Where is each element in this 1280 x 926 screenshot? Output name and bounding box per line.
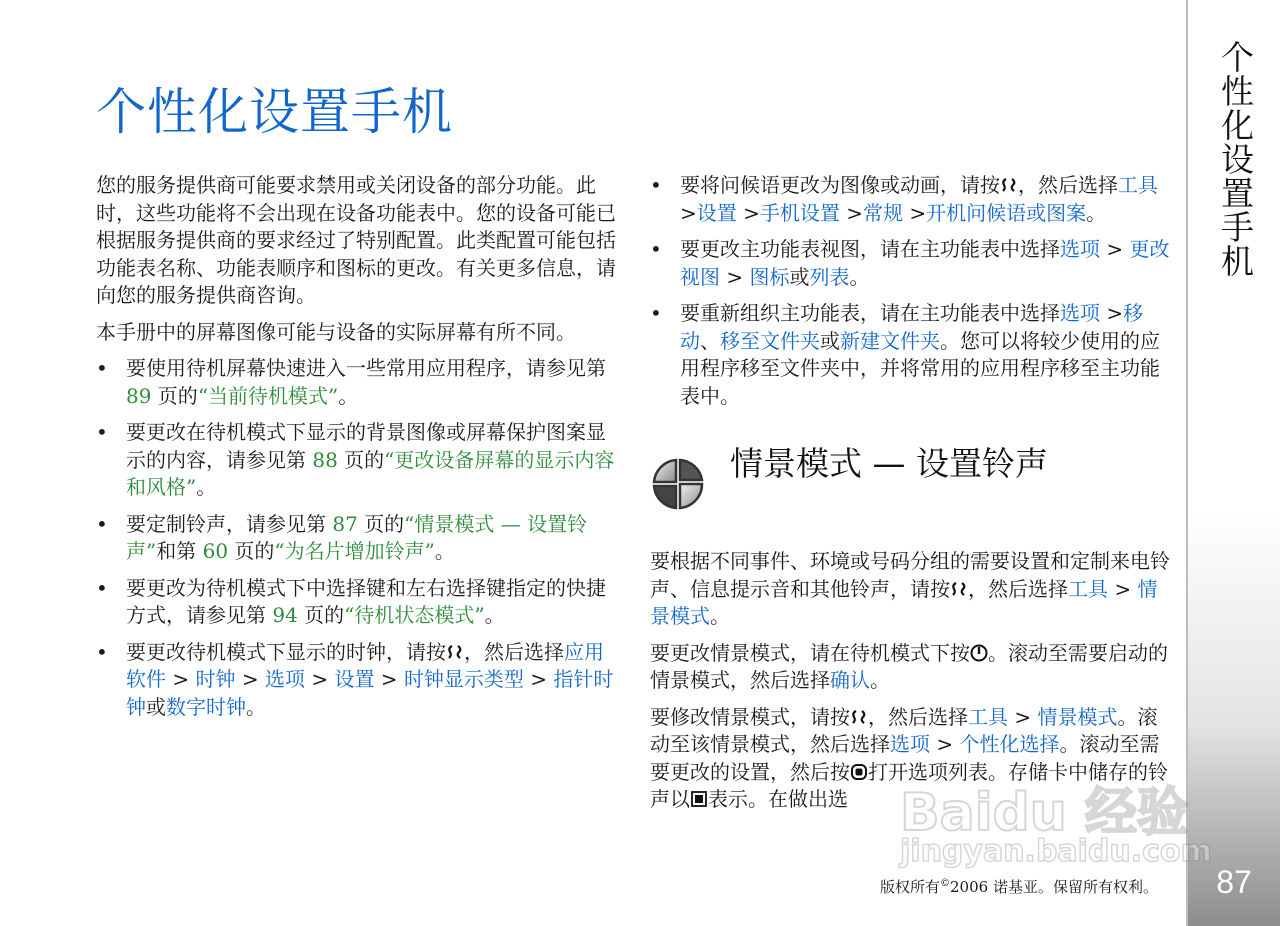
side-chapter-title: 个性化设置手机 — [1216, 40, 1255, 278]
menu-key-icon — [446, 643, 464, 661]
page-title: 个性化设置手机 — [96, 83, 453, 141]
watermark-url: jingyan.baidu.com — [900, 834, 1212, 869]
section-title: 情景模式 — 设置铃声 — [730, 444, 1048, 483]
page-number: 87 — [1216, 864, 1252, 900]
cross-reference-link[interactable]: “更改设备屏幕的显示内容和风格” — [126, 447, 615, 499]
profiles-paragraph: 要更改情景模式，请在待机模式下按 。滚动至需要启动的情景模式，然后选择确认。 — [650, 640, 1168, 692]
list-item: • 要将问候语更改为图像或动画，请按 ，然后选择工具 >设置 >手机设置 >常规 >开机问候语或图案。 — [650, 172, 1170, 227]
scroll-key-icon — [850, 763, 868, 781]
list-item: • 要重新组织主功能表，请在主功能表中选择选项 >移动、移至文件夹或新建文件夹。您可以将较少使用的应用程序移至文件夹中，并将常用的应用程序移至主功能表中。 — [650, 300, 1170, 410]
list-item: • 要更改在待机模式下显示的背景图像或屏幕保护图案显示的内容，请参见第 88 页的“更改设备屏幕的显示内容和风格”。 — [96, 419, 621, 502]
list-item: • 要更改主功能表视图，请在主功能表中选择选项 > 更改视图 > 图标或列表。 — [650, 236, 1170, 291]
menu-key-icon — [950, 580, 968, 598]
left-column — [96, 172, 621, 730]
list-item: • 要使用待机屏幕快速进入一些常用应用程序，请参见第 89 页的“当前待机模式”。 — [96, 355, 621, 410]
screen-note-paragraph: 本手册中的屏幕图像可能与设备的实际屏幕有所不同。 — [96, 319, 576, 344]
profiles-paragraph: 要修改情景模式，请按 ，然后选择工具 > 情景模式。滚动至该情景模式，然后选择选项 > 个性化选择。滚动至需要更改的设置，然后按 打开选项列表。存储卡中储存的铃声以 表示。在做出选 — [650, 704, 1168, 811]
intro-paragraph: 您的服务提供商可能要求禁用或关闭设备的部分功能。此时，这些功能将不会出现在设备功能表中。您的设备可能已根据服务提供商的要求经过了特别配置。此类配置可能包括功能表名称、功能表顺序和图标的更改。有关更多信息，请向您的服务提供商咨询。 — [96, 173, 616, 307]
cross-reference-link[interactable]: “情景模式 — 设置铃声” — [126, 511, 588, 563]
menu-key-icon — [1000, 176, 1018, 194]
left-bullet-list — [96, 355, 621, 721]
cross-reference-link[interactable]: “当前待机模式” — [197, 383, 339, 408]
power-key-icon — [970, 644, 988, 662]
section-header — [650, 444, 1170, 524]
list-item: • 要定制铃声，请参见第 87 页的“情景模式 — 设置铃声”和第 60 页的“为名片增加铃声”。 — [96, 511, 621, 566]
list-item: • 要更改为待机模式下中选择键和左右选择键指定的快捷方式，请参见第 94 页的“待机状态模式”。 — [96, 575, 621, 630]
copyright-footer: 版权所有©2006 诺基亚。保留所有权利。 — [880, 878, 1158, 896]
menu-key-icon — [850, 708, 868, 726]
list-item: • 要更改待机模式下显示的时钟，请按 ，然后选择应用软件 > 时钟 > 选项 > 设置 > 时钟显示类型 > 指针时钟或数字时钟。 — [96, 639, 621, 722]
cross-reference-link[interactable]: “待机状态模式” — [344, 603, 485, 627]
cross-reference-link[interactable]: “为名片增加铃声” — [274, 539, 435, 563]
profiles-paragraph: 要根据不同事件、环境或号码分组的需要设置和定制来电铃声、信息提示音和其他铃声，请按 ，然后选择工具 > 情景模式。 — [650, 549, 1170, 628]
memory-card-icon — [690, 790, 708, 808]
profiles-icon — [650, 456, 706, 512]
right-column — [650, 172, 1170, 823]
right-bullet-list — [650, 172, 1170, 410]
watermark-logo: Baidu 经验 — [900, 783, 1189, 843]
